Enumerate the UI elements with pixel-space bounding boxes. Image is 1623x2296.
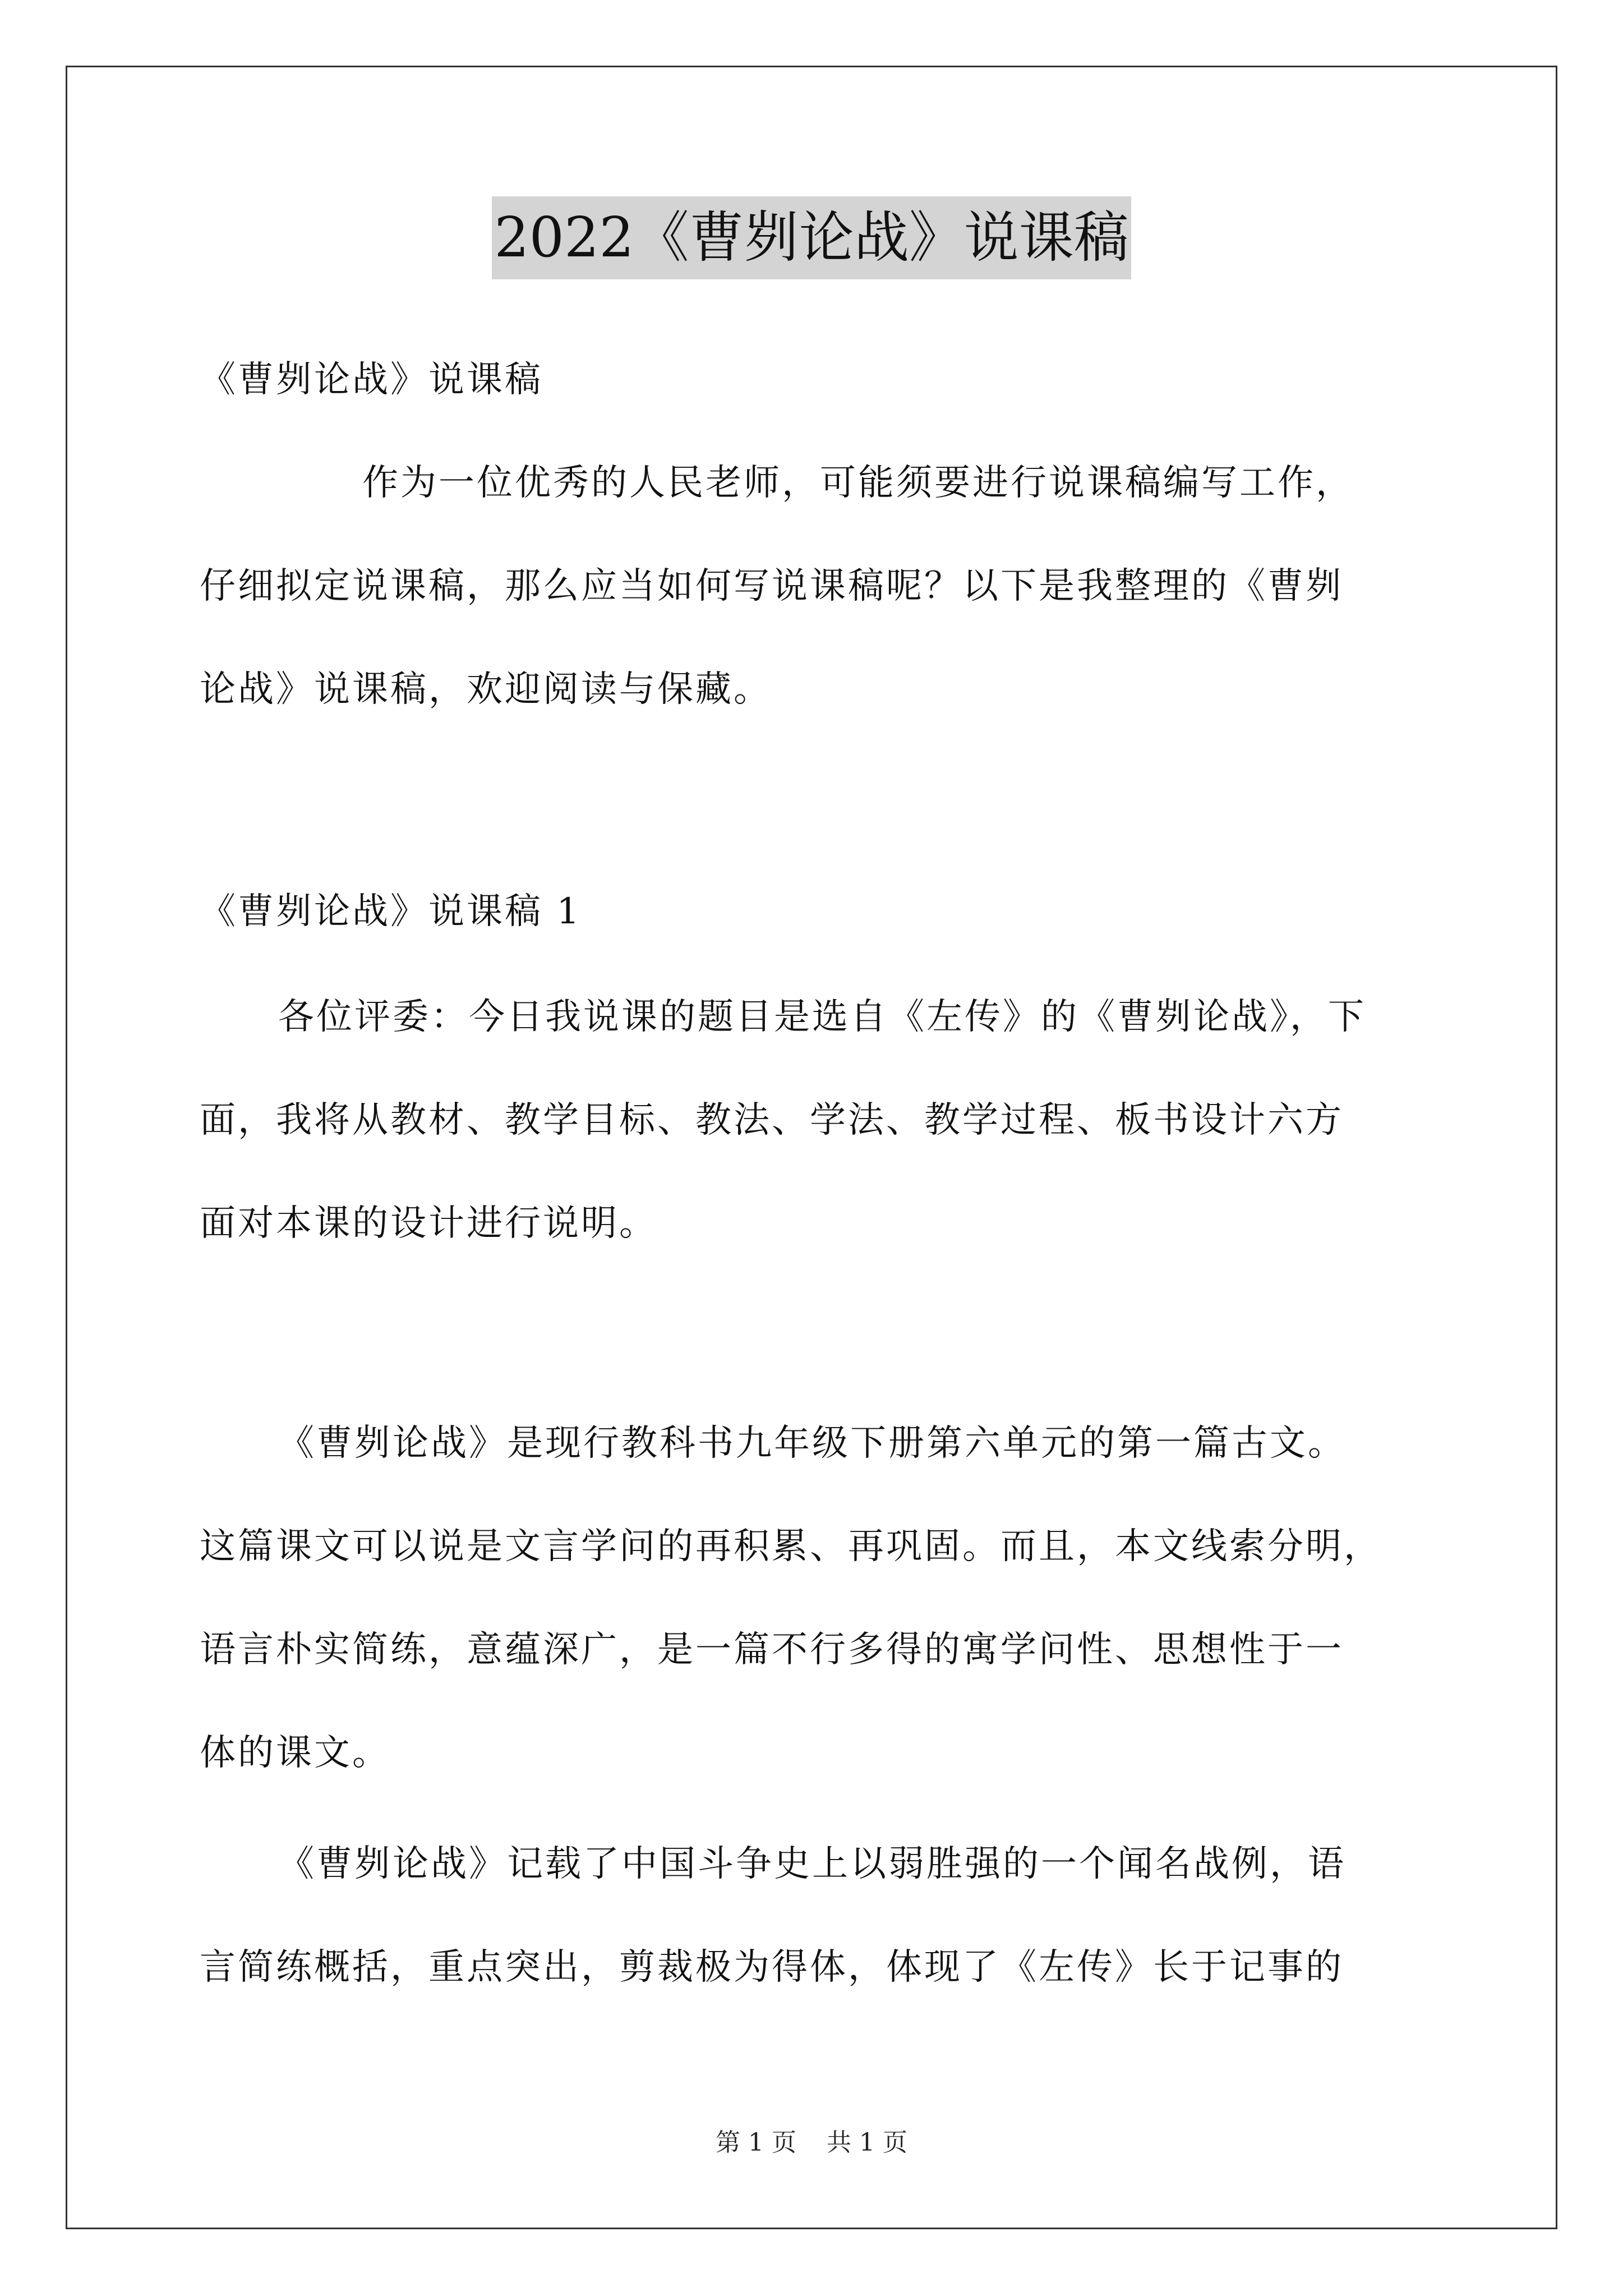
page-total: 共 1 页 [827, 2128, 907, 2157]
paragraph-line: 这篇课文可以说是文言学问的再积累、再巩固。而且，本文线索分明， [200, 1526, 1382, 1567]
paragraph-line: 语言朴实简练，意蕴深广，是一篇不行多得的寓学问性、思想性于一 [200, 1629, 1344, 1671]
section-heading-1: 《曹刿论战》说课稿 1 [200, 891, 582, 932]
paragraph-line: 面对本课的设计进行说明。 [200, 1203, 657, 1244]
paragraph-line: 仔细拟定说课稿，那么应当如何写说课稿呢？以下是我整理的《曹刿 [200, 565, 1344, 607]
paragraph-line: 面，我将从教材、教学目标、教法、学法、教学过程、板书设计六方 [200, 1099, 1344, 1141]
paragraph-line: 体的课文。 [200, 1732, 390, 1774]
page-footer [0, 2126, 1623, 2160]
paragraph-line: 论战》说课稿，欢迎阅读与保藏。 [200, 669, 772, 710]
paragraph-line: 作为一位优秀的人民老师，可能须要进行说课稿编写工作， [362, 462, 1354, 504]
title-container [0, 196, 1623, 279]
section-heading-intro: 《曹刿论战》说课稿 [200, 359, 543, 401]
document-title: 2022《曹刿论战》说课稿 [492, 196, 1131, 279]
page-number: 第 1 页 [716, 2128, 796, 2157]
paragraph-line: 言简练概括，重点突出，剪裁极为得体，体现了《左传》长于记事的 [200, 1947, 1344, 1988]
paragraph-line: 《曹刿论战》记载了中国斗争史上以弱胜强的一个闻名战例，语 [278, 1843, 1346, 1885]
paragraph-line: 各位评委：今日我说课的题目是选自《左传》的《曹刿论战》，下 [278, 996, 1366, 1038]
paragraph-line: 《曹刿论战》是现行教科书九年级下册第六单元的第一篇古文。 [278, 1423, 1346, 1464]
